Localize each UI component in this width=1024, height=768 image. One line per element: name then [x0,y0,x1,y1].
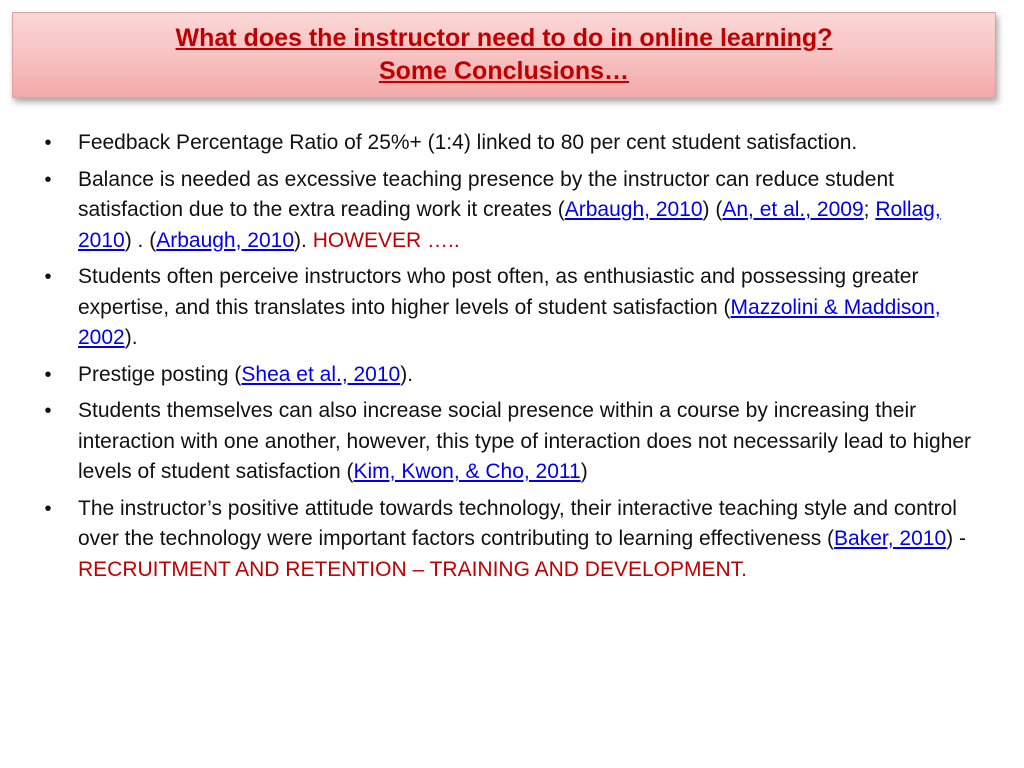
citation-link-kim-2011[interactable]: Kim, Kwon, & Cho, 2011 [353,460,581,483]
bullet-icon: • [44,266,52,288]
bullet-text: ) - [946,527,966,550]
bullet-item-social-presence [40,396,990,488]
bullet-icon: • [44,132,52,154]
bullet-text: Prestige posting ( [78,362,242,386]
slide-title-box [12,12,996,98]
bullet-text: ). [124,326,138,349]
bullet-item-instructor-attitude [40,494,990,586]
bullet-list [40,128,990,585]
bullet-item-feedback-ratio [40,128,990,159]
citation-link-arbaugh-2010-second[interactable]: Arbaugh, 2010 [156,228,295,252]
slide-title-line2: Some Conclusions… [378,57,630,85]
bullet-text: ) ( [702,198,723,221]
bullet-icon: • [44,497,52,520]
citation-link-rollag-2010[interactable]: Rollag, 2010 [78,198,941,252]
bullet-icon: • [44,363,52,386]
slide-content [40,128,990,591]
citation-link-mazzolini-2002[interactable]: Mazzolini & Maddison, 2002 [78,295,941,349]
bullet-icon: • [44,400,52,422]
citation-link-arbaugh-2010[interactable]: Arbaugh, 2010 [564,198,703,221]
bullet-text: Students themselves can also increase social presence within a course by increasing their interaction with one another, however, this type of interaction does not necessarily lead to higher levels of student satisfaction ( [78,399,972,483]
bullet-text: ). [400,362,414,386]
citation-link-shea-2010[interactable]: Shea et al., 2010 [241,362,401,386]
bullet-text: ; [863,198,876,221]
bullet-text: The instructor’s positive attitude towards technology, their interactive teaching style and control over the technology were important factors contributing to learning effectiveness ( [78,496,957,550]
bullet-text: ) [580,460,588,483]
citation-link-an-2009[interactable]: An, et al., 2009 [722,198,864,221]
bullet-item-prestige-posting [40,360,990,391]
bullet-text: Balance is needed as excessive teaching presence by the instructor can reduce student satisfaction due to the extra reading work it creates ( [78,167,894,221]
bullet-text: Feedback Percentage Ratio of 25%+ (1:4) linked to 80 per cent student satisfaction. [78,131,858,154]
slide-title-line1: What does the instructor need to do in online learning? [175,24,833,52]
bullet-item-balance [40,165,990,257]
bullet-text: ). [294,228,313,252]
citation-link-baker-2010[interactable]: Baker, 2010 [834,527,947,550]
emphasis-recruitment: RECRUITMENT AND RETENTION – TRAINING AND DEVELOPMENT. [78,557,747,581]
bullet-text: ) . ( [124,228,157,252]
emphasis-however: HOWEVER ….. [312,228,460,252]
bullet-icon: • [44,168,52,191]
bullet-text: Students often perceive instructors who post often, as enthusiastic and possessing greater expertise, and this translates into higher levels of student satisfaction ( [78,265,919,319]
bullet-item-instructor-posting [40,262,990,354]
